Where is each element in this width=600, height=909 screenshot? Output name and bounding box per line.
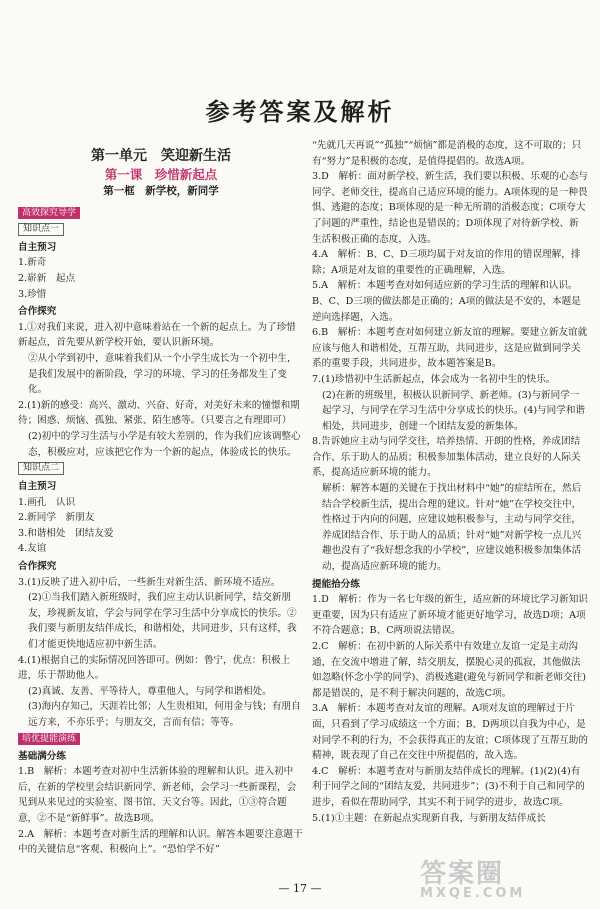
page-number: — 17 —	[278, 882, 322, 895]
list-item: 1.①对我们来说，进入初中意味着站在一个新的起点上。为了珍惜新起点，首先要从新学校开始，要认识新环境。	[18, 321, 296, 349]
section-tag-practice: 培优提能演练	[18, 733, 80, 745]
list-item: (2)在新的班级里，积极认识新同学、新老师。(3)与新同学一起学习，与同学在学习生活中分享成长的快乐。(4)与同学和谐相处，共同进步，创建一个团结友爱的新集体。	[322, 389, 586, 432]
list-item: 解析：解答本题的关键在于找出材料中“她”的症结所在，然后结合学校新生活，提出合理的建议。针对“她”在学校交往中，性格过于内向的问题，应建议她积极参与，主动与同学交往，养成团结合作、乐于助人的品质；针对“她”对新学校一点儿兴趣也没有了“我好想念我的小学校”，应建议她积极参加集体活动，提高适应新环境的能力。	[322, 483, 582, 573]
list-item: 4.A 解析：B、C、D三项均属于对友谊的作用的错误理解，排除；A项是对友谊的重要性的正确理解，入选。	[312, 249, 581, 276]
coop-heading-2: 合作探究	[18, 561, 57, 573]
list-item: 4.(1)根据自己的实际情况回答即可。例如：鲁宁，优点：积极上进，乐于帮助他人。	[18, 654, 291, 682]
right-column	[312, 138, 588, 826]
list-item: “先就几天再说”“孤独”“烦恼”都是消极的态度，这不可取的；只有“努力”是积极的态度，是值得提倡的。故选A项。	[312, 140, 582, 167]
coop-heading-1: 合作探究	[18, 306, 57, 318]
list-item: 1.画孔 认识	[18, 496, 76, 508]
coop-list-1	[18, 320, 304, 460]
list-item: 2.崭新 起点	[18, 272, 76, 284]
list-item: (2)真诚、友善、平等待人，尊重他人，与同学和谐相处。	[28, 685, 272, 697]
list-item: 4.友谊	[18, 543, 47, 555]
self-study-list-2	[18, 495, 304, 557]
list-item: 2.A 解析：本题考查对新生活的理解和认识。解答本题要注意题干中的关键信息“客观、积极向上”。“恐怕学不好”	[18, 828, 303, 856]
knowledge-point-1: 知识点一	[18, 223, 64, 236]
unit-heading: 第一单元 笑迎新生活	[91, 148, 231, 164]
list-item: 3.(1)反映了进入初中后，一些新生对新生活、新环境不适应。	[18, 576, 281, 588]
section-tag-inquiry: 高效探究导学	[18, 207, 80, 219]
list-item: (2)①当我们踏入新班级时，我们应主动认识新同学，结交新朋友，珍视新友谊，学会与同学在学习生活中分享成长的快乐。②我们要与新朋友结伴成长，和谐相处，共同进步，只有这样，我们才能更快地适应初中新生活。	[28, 592, 297, 651]
list-item: 3.珍惜	[18, 288, 47, 300]
list-item: 3.D 解析：面对新学校、新生活，我们要以积极、乐观的心态与同学、老师交往，提高自己适应环境的能力。A项体现的是一种畏惧、逃避的态度；B项体现的是一种无所谓的消极态度；C项夸大了问题的严重性，结论也是错误的；D项体现了对待新学校、新生活积极正确的态度，入选。	[312, 171, 588, 245]
list-item: 7.(1)珍惜初中生活新起点，体会成为一名初中生的快乐。	[312, 373, 556, 385]
coop-list-2	[18, 575, 304, 731]
self-study-heading-1: 自主预习	[18, 241, 57, 253]
self-study-heading-2: 自主预习	[18, 481, 57, 493]
list-item: 5.(1)①主题：在新起点实现新自我，与新朋友结伴成长	[312, 812, 546, 824]
list-item: 3.A 解析：本题考查对友谊的理解。A项对友谊的理解过于片面，只看到了学习成绩这一个方面；B、D两项以自我为中心，是对同学不利的行为，不会获得真正的友谊；C项体现了互帮互助的精神，既表现了自己在交往中所提倡的，故入选。	[312, 703, 588, 762]
watermark-logo	[420, 853, 580, 901]
watermark-url: MXQE.COM	[420, 886, 526, 901]
list-item: (3)海内存知己，天涯若比邻；人生贵相知，何用金与钱；有朋自远方来，不亦乐乎；与朋友交，言而有信；等等。	[28, 701, 301, 728]
watermark-text: 答案圈	[420, 859, 505, 889]
basic-practice-list	[18, 764, 304, 858]
list-item: 8.告诉她应主动与同学交往，培养热情、开朗的性格，养成团结合作、乐于助人的品质；积极参加集体活动，建立良好的人际关系，提高适应新环境的能力。	[312, 436, 581, 479]
list-item: 2.新同学 新朋友	[18, 512, 95, 524]
list-item: 3.和谐相处 团结友爱	[18, 527, 114, 539]
improve-practice-heading: 提能拾分练	[312, 578, 360, 590]
list-item: 2.(1)新的感受：高兴、激动、兴奋、好奇，对美好未来的憧憬和期待；困惑、烦恼、孤独、紧张、陌生感等。（只要言之有理即可）	[18, 399, 300, 427]
answer-list-bottom	[312, 592, 588, 826]
list-item: 6.B 解析：本题考查对如何建立新友谊的理解。要建立新友谊就应该与他人和谐相处，互帮互助，共同进步，这是应做到同学关系的重要手段，共同进步，故本题答案是B。	[312, 327, 588, 370]
frame-heading: 第一框 新学校，新同学	[103, 185, 219, 198]
basic-practice-heading: 基础满分练	[18, 750, 66, 762]
list-item: 4.C 解析：本题考查对与新朋友结伴成长的理解。(1)(2)(4)有利于同学之间的“团结友爱，共同进步”；(3)不利于自己和同学的进步，看似在帮助同学，其实不利于同学的进步，故选C项。	[312, 765, 585, 808]
answer-list-top	[312, 138, 588, 575]
list-item: ②从小学到初中，意味着我们从一个小学生成长为一个初中生，是我们发展中的新阶段，学习的环境、学习的任务都发生了变化。	[28, 352, 297, 396]
list-item: 1.新奇	[18, 257, 47, 269]
list-item: 5.A 解析：本题考查对如何适应新的学习生活的理解和认识。B、C、D三项的做法都是正确的；A项的做法是不安的，本题是逆向选择题，入选。	[312, 280, 581, 323]
self-study-list-1	[18, 255, 304, 302]
list-item: (2)初中的学习生活与小学是有较大差别的，作为我们应该调整心态，积极应对，应该把它作为一个新的起点，体验成长的快乐。	[28, 430, 301, 458]
list-item: 1.D 解析：作为一名七年级的新生，适应新的环境比学习新知识更重要，因为只有适应了新环境才能更好地学习，故选D项；A项不符合题意；B、C两项说法错误。	[312, 594, 588, 637]
list-item: 1.B 解析：本题考查对初中生活新体验的理解和认识。进入初中后，在新的学校里会结识新同学、新老师，会学习一些新课程，会见到从来见过的实验室、图书馆、天文台等。因此，①③符合题意，②不是“新鲜事”。故选B项。	[18, 766, 297, 824]
list-item: 2.C 解析：在初中新的人际关系中有效建立友谊一定是主动沟通，在交流中增进了解，结交朋友，摆脱心灵的孤寂，其他做法如忽略(怀念小学的同学)、消极逃避(避免与新同学和新老师交往)都是错误的，是不利于解决问题的，故选C项。	[312, 641, 587, 699]
lesson-heading: 第一课 珍惜新起点	[104, 166, 218, 182]
knowledge-point-2: 知识点二	[18, 462, 64, 475]
left-column	[18, 145, 304, 858]
page-title: 参考答案及解析	[205, 97, 395, 126]
